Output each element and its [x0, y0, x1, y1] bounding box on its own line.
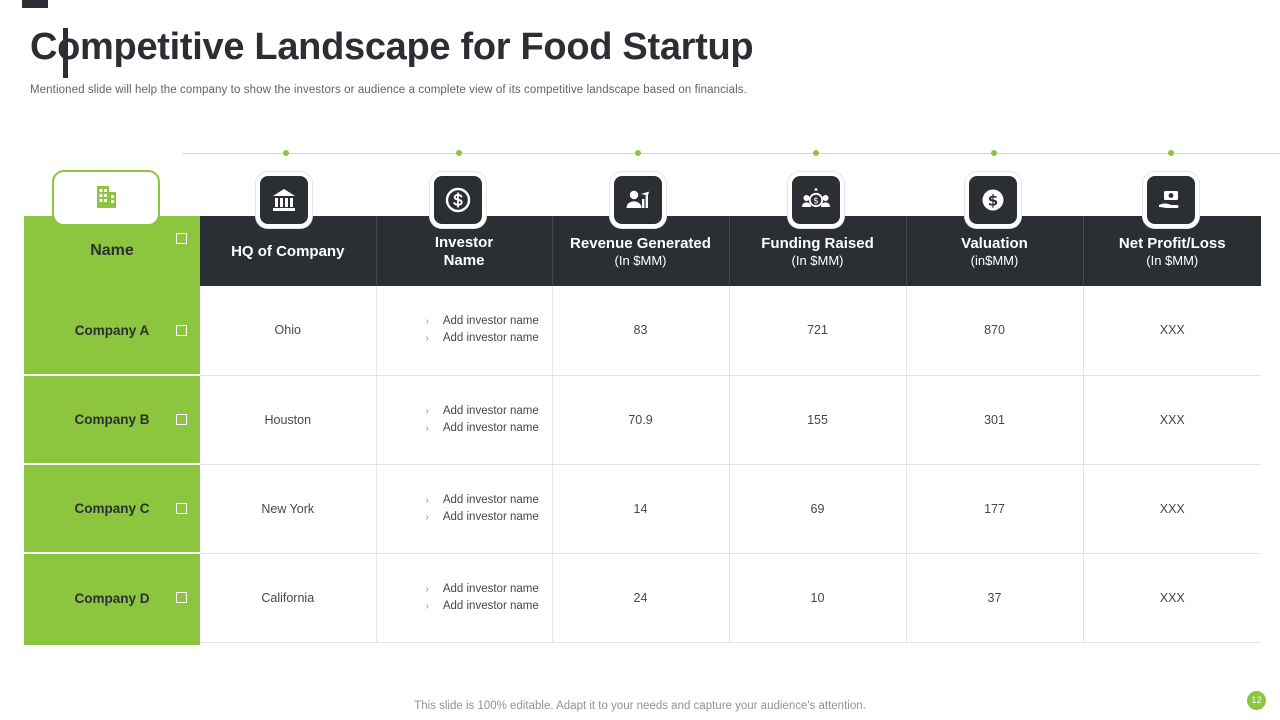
- row-marker: [176, 592, 187, 603]
- cell-net-profit-loss: XXX: [1083, 464, 1261, 553]
- cell-valuation: 870: [906, 286, 1083, 375]
- header-investor-sub: Name: [443, 251, 485, 269]
- cell-funding: 155: [729, 375, 906, 464]
- table-row: [24, 375, 1261, 464]
- name-column-footer: [24, 632, 200, 645]
- cell-revenue: 14: [552, 464, 729, 553]
- chevron-right-icon: ›: [425, 600, 429, 612]
- page-number-badge: 12: [1247, 691, 1266, 710]
- chevron-right-icon: ›: [425, 422, 429, 434]
- investor-name: Add investor name: [442, 332, 539, 345]
- investor-name: Add investor name: [442, 404, 539, 417]
- investor-name: Add investor name: [442, 421, 539, 434]
- cell-hq: New York: [200, 464, 376, 553]
- cell-revenue: 83: [552, 286, 729, 375]
- header-net-profit-loss-sub: (In $MM): [1146, 252, 1199, 268]
- cell-investors: [376, 375, 552, 464]
- header-net-profit-loss-label: Net Profit/Loss: [1118, 234, 1226, 252]
- row-marker: [176, 414, 187, 425]
- cell-valuation: 37: [906, 553, 1083, 642]
- connector-dot: [283, 150, 289, 156]
- connector-dot: [991, 150, 997, 156]
- cell-net-profit-loss: XXX: [1083, 375, 1261, 464]
- cell-funding: 721: [729, 286, 906, 375]
- row-marker: [176, 503, 187, 514]
- cell-valuation: 177: [906, 464, 1083, 553]
- table-row: [24, 553, 1261, 642]
- dollar-coin-icon-badge: [965, 172, 1021, 228]
- cell-net-profit-loss: XXX: [1083, 286, 1261, 375]
- top-accent-tick: [22, 0, 48, 8]
- header-hq-label: HQ of Company: [231, 242, 345, 260]
- investor-name: Add investor name: [442, 493, 539, 506]
- person-revenue-icon: [623, 185, 653, 215]
- header-name: [24, 216, 200, 286]
- cell-company-name: Company B: [24, 375, 200, 464]
- cell-revenue: 70.9: [552, 375, 729, 464]
- investor-name: Add investor name: [442, 510, 539, 523]
- connector-dot: [1168, 150, 1174, 156]
- footer-note: This slide is 100% editable. Adapt it to your needs and capture your audience's attention.: [414, 700, 866, 712]
- hand-money-icon-badge: [1143, 172, 1199, 228]
- investor-name: Add investor name: [442, 599, 539, 612]
- funding-people-icon-badge: [788, 172, 844, 228]
- svg-text:$: $: [987, 191, 999, 210]
- competitive-landscape-table: [24, 216, 1261, 643]
- page-title: Competitive Landscape for Food Startup: [30, 26, 754, 68]
- bank-icon-badge: [256, 172, 312, 228]
- page-subtitle: Mentioned slide will help the company to show the investors or audience a complete view of its competitive landscape based on financials.: [30, 84, 747, 96]
- header-valuation-label: Valuation: [961, 234, 1028, 252]
- header-valuation-sub: (in$MM): [970, 252, 1019, 268]
- cell-company-name: Company A: [24, 286, 200, 375]
- header-funding-sub: (In $MM): [791, 252, 844, 268]
- cell-funding: 69: [729, 464, 906, 553]
- building-icon-badge: [52, 170, 160, 226]
- cell-valuation: 301: [906, 375, 1083, 464]
- connector-dot: [635, 150, 641, 156]
- row-marker: [176, 325, 187, 336]
- cell-hq: California: [200, 553, 376, 642]
- chevron-right-icon: ›: [425, 583, 429, 595]
- header-funding-label: Funding Raised: [761, 234, 874, 252]
- person-revenue-icon-badge: [610, 172, 666, 228]
- header-revenue-sub: (In $MM): [614, 252, 667, 268]
- header-name-label: Name: [90, 242, 134, 259]
- cell-hq: Houston: [200, 375, 376, 464]
- connector-dot: [456, 150, 462, 156]
- cell-hq: Ohio: [200, 286, 376, 375]
- cell-company-name: Company D: [24, 553, 200, 642]
- investor-name: Add investor name: [442, 315, 539, 328]
- header-investor-label: Investor: [434, 233, 494, 251]
- cell-revenue: 24: [552, 553, 729, 642]
- cell-funding: 10: [729, 553, 906, 642]
- dollar-refresh-icon-badge: [430, 172, 486, 228]
- cell-investors: [376, 553, 552, 642]
- cell-net-profit-loss: XXX: [1083, 553, 1261, 642]
- chevron-right-icon: ›: [425, 333, 429, 345]
- row-marker: [176, 233, 187, 244]
- chevron-right-icon: ›: [425, 511, 429, 523]
- dollar-coin-icon: [978, 185, 1008, 215]
- chevron-right-icon: ›: [425, 405, 429, 417]
- cell-investors: [376, 286, 552, 375]
- connector-line: [182, 153, 1280, 154]
- building-icon: [89, 179, 123, 218]
- header-revenue-label: Revenue Generated: [570, 234, 711, 252]
- table-row: [24, 464, 1261, 553]
- svg-text:$: $: [813, 196, 819, 207]
- hand-money-icon: [1156, 185, 1186, 215]
- dollar-refresh-icon: [443, 185, 473, 215]
- chevron-right-icon: ›: [425, 494, 429, 506]
- bank-icon: [269, 185, 299, 215]
- connector-dot: [813, 150, 819, 156]
- cell-investors: [376, 464, 552, 553]
- cell-company-name: Company C: [24, 464, 200, 553]
- table-row: [24, 286, 1261, 375]
- chevron-right-icon: ›: [425, 316, 429, 328]
- investor-name: Add investor name: [442, 582, 539, 595]
- funding-people-icon: [801, 185, 831, 215]
